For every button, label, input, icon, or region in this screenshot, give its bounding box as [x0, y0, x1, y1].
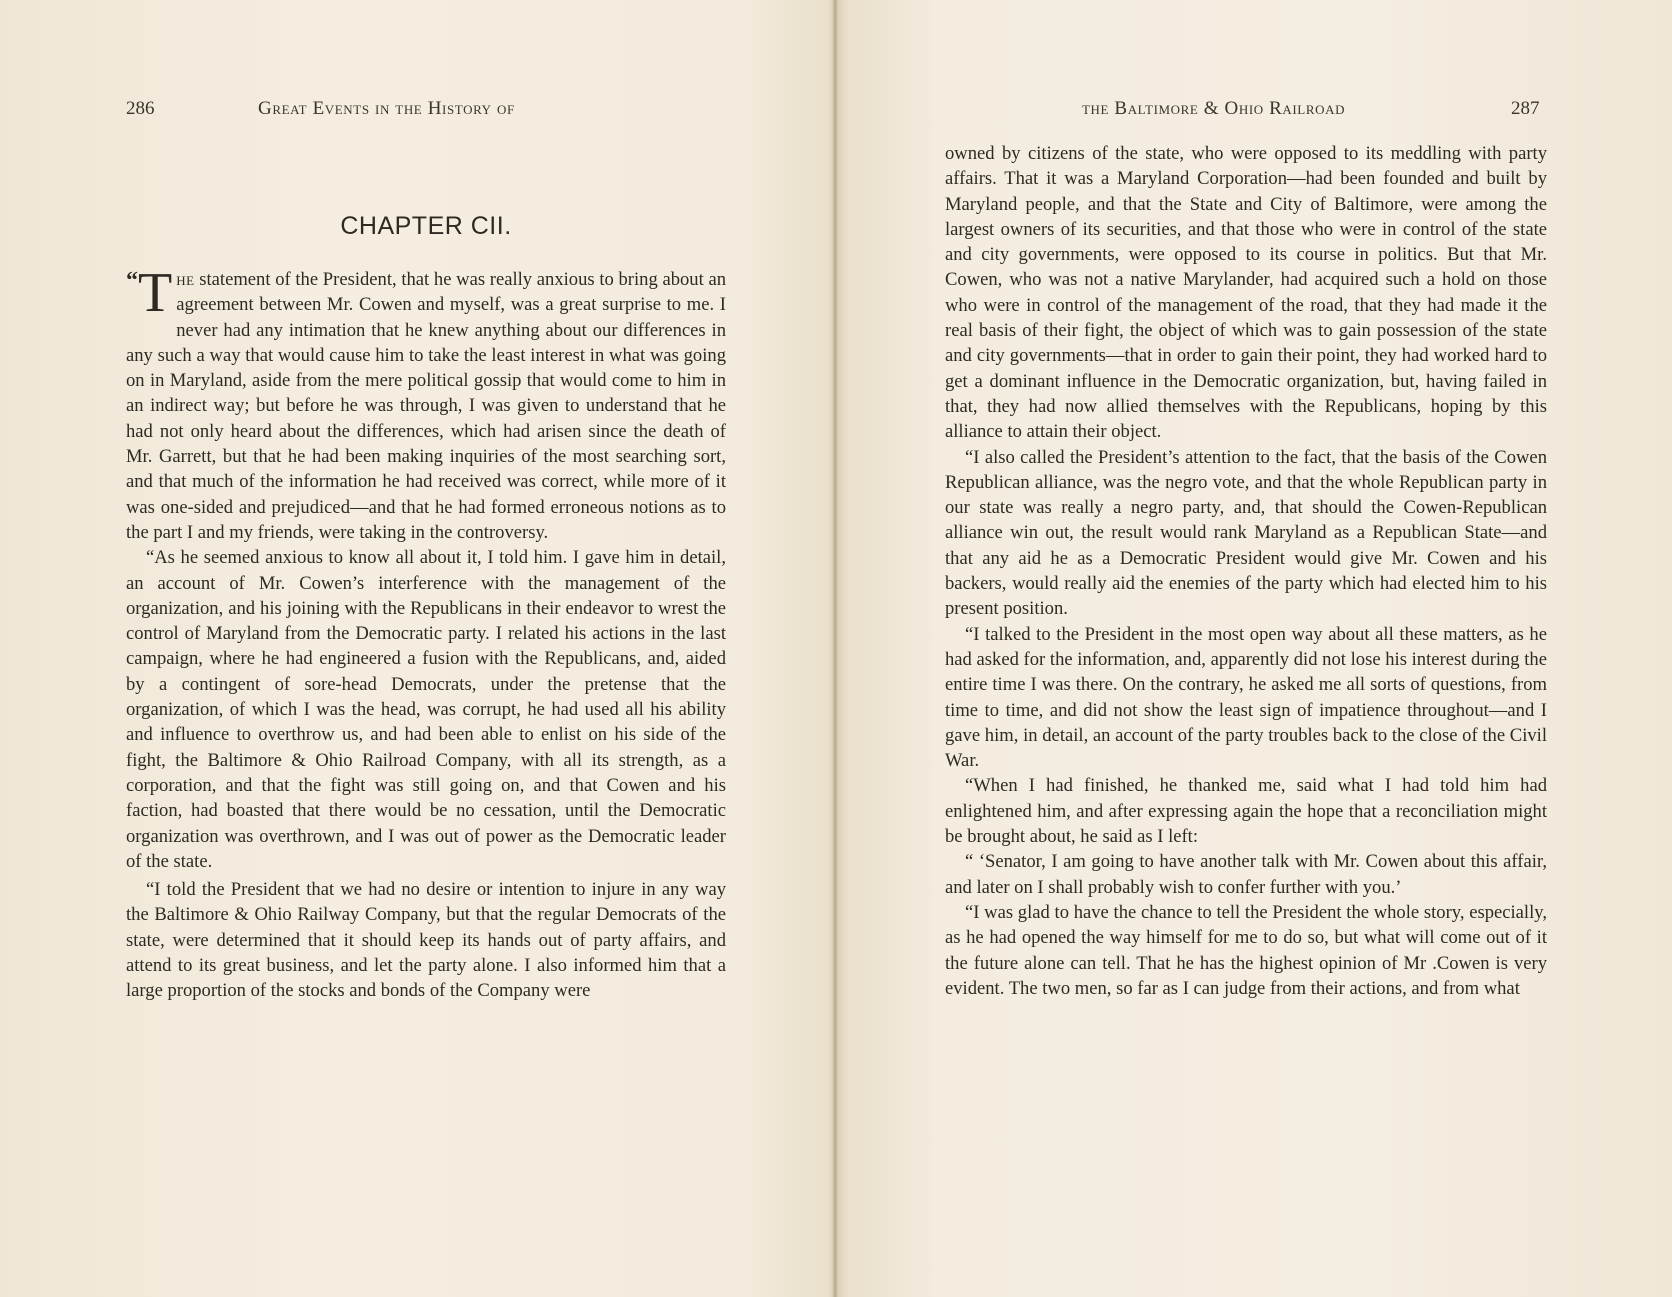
- left-paragraph-3: “I told the President that we had no desire or intention to injure in any way the Baltimore & Ohio Railway Company, but that the regular Democrats of the state, were determined that it should keep its hands out of party affairs, and attend to its great business, and let the party alone. I also informed him that a large proportion of the stocks and bonds of the Company were: [126, 879, 726, 1002]
- chapter-title: CHAPTER CII.: [340, 212, 512, 240]
- right-page-number: 287: [1511, 98, 1540, 119]
- right-running-head: the Baltimore & Ohio Railroad: [1082, 98, 1346, 119]
- left-running-head: Great Events in the History of: [258, 98, 515, 119]
- right-paragraph-4: “When I had finished, he thanked me, said what I had told him had enlightened him, and after expressing again the hope that a reconciliation might be brought about, he said as I left:: [945, 775, 1547, 848]
- right-page-text: [945, 141, 1547, 1001]
- lead-small-caps: he: [176, 269, 195, 290]
- left-paragraph-2: “As he seemed anxious to know all about it, I told him. I gave him in detail, an account of Mr. Cowen’s interference with the management of the organization, and his joining with the Republicans in their endeavor to wrest the control of Maryland from the Democratic party. I related his actions in the last campaign, where he had engineered a fusion with the Republicans, and, aided by a contingent of sore-head Democrats, under the pretense that the organization, of which I was the head, was corrupt, he had used all his ability and influence to overthrow us, and had been able to enlist on his side of the fight, the Baltimore & Ohio Railroad Company, with all its strength, as a corporation, and that the fight was still going on, and that Cowen and his faction, had boasted that there would be no cessation, until the Democratic organization was overthrown, and I was out of power as the Democratic leader of the state.: [126, 547, 726, 872]
- left-paragraph-1: [126, 262, 726, 545]
- drop-cap: [126, 262, 173, 324]
- right-page: [836, 0, 1672, 1297]
- right-paragraph-6: “I was glad to have the chance to tell the President the whole story, especially, as he had opened the way himself for me to do so, but what will come out of it the future alone can tell. That he has the highest opinion of Mr .Cowen is very evident. The two men, so far as I can judge from their actions, and from what: [945, 901, 1547, 999]
- left-paragraph-1-text: statement of the President, that he was really anxious to bring about an agreement between Mr. Cowen and myself, was a great surprise to me. I never had any intimation that he knew anything about our differences in any such a way that would cause him to take the least interest in what was going on in Maryland, aside from the mere political gossip that would come to him in an indirect way; but before he was through, I was given to understand that he had not only heard about the differences, which had arisen since the death of Mr. Garrett, but that he had been making inquiries of the most searching sort, and that much of the information he had received was correct, while more of it was one-sided and prejudiced—and that he had formed erroneous notions as to the part I and my friends, were taking in the controversy.: [126, 269, 726, 543]
- drop-cap-quote: “: [126, 268, 138, 294]
- right-paragraph-2: “I also called the President’s attention to the fact, that the basis of the Cowen Republican alliance, was the negro vote, and that the whole Republican party in our state was really a negro party, and, that should the Cowen-Republican alliance win out, the result would rank Maryland as a Republican State—and that any aid he as a Democratic President would give Mr. Cowen and his backers, would really aid the enemies of the party which had elected him to his present position.: [945, 446, 1547, 620]
- left-page-number: 286: [126, 98, 155, 119]
- right-paragraph-1: owned by citizens of the state, who were opposed to its meddling with party affairs. That it was a Maryland Corporation—had been founded and built by Maryland people, and that the State and City of Baltimore, were among the largest owners of its securities, and that those who were in control of the state and city governments, were opposed to its course in politics. But that Mr. Cowen, who was not a native Marylander, had acquired such a hold on those who were in control of the management of the road, that they had made it the real basis of their fight, the object of which was to gain possession of the state and city governments—that in order to gain their point, they had worked hard to get a dominant influence in the Democratic organization, but, having failed in that, they had now allied themselves with the Republicans, hoping by this alliance to attain their object.: [945, 143, 1547, 443]
- drop-cap-letter: T: [138, 262, 173, 324]
- left-page: [0, 0, 834, 1297]
- right-paragraph-5: “ ‘Senator, I am going to have another talk with Mr. Cowen about this affair, and later on I shall probably wish to confer further with you.’: [945, 851, 1547, 898]
- right-paragraph-3: “I talked to the President in the most open way about all these matters, as he had asked for the information, and, apparently did not lose his interest during the entire time I was there. On the contrary, he asked me all sorts of questions, from time to time, and did not show the least sign of impatience throughout—and I gave him, in detail, an account of the party troubles back to the close of the Civil War.: [945, 623, 1547, 772]
- left-page-text: [126, 262, 726, 1004]
